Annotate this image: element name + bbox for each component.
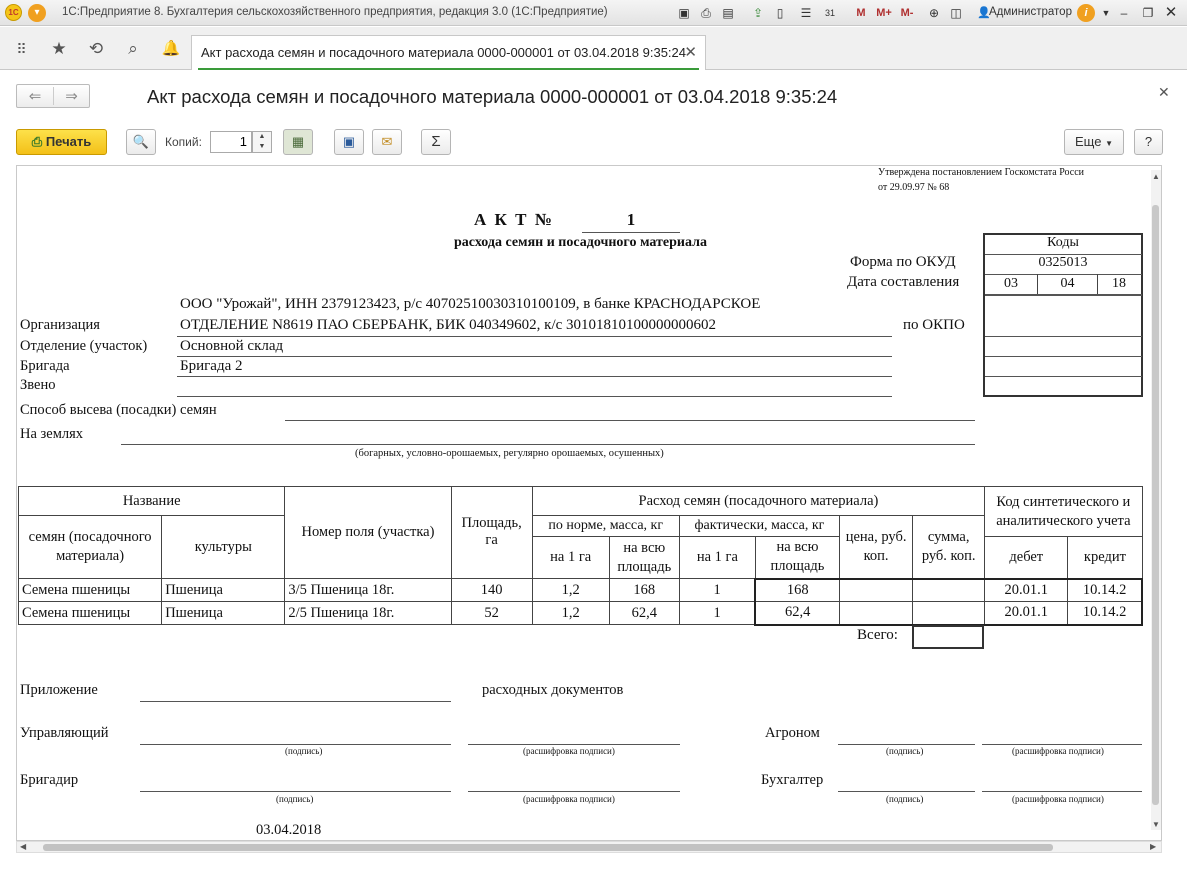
date-month: 04 (1060, 276, 1075, 291)
cell-fact-ha: 1 (679, 579, 755, 602)
copies-input[interactable]: 1 (210, 131, 252, 153)
cell-fact-ha: 1 (679, 602, 755, 625)
accountant-decode-hint: (расшифровка подписи) (1012, 794, 1104, 804)
attachment-suffix: расходных документов (482, 682, 624, 698)
foreman-label: Бригадир (20, 772, 79, 788)
table-row (19, 602, 1143, 625)
date-year: 18 (1112, 276, 1126, 291)
cell-sum (913, 602, 985, 625)
codes-header: Коды (1047, 235, 1079, 250)
agronomist-decode-hint: (расшифровка подписи) (1012, 746, 1104, 756)
info-icon[interactable]: i (1077, 4, 1095, 22)
foreman-signature-line (140, 791, 451, 792)
cell-debit: 20.01.1 (985, 579, 1068, 602)
foreman-decode-hint: (расшифровка подписи) (523, 794, 615, 804)
cell-debit: 20.01.1 (985, 602, 1068, 625)
foreman-decode-line (468, 791, 680, 792)
save-icon[interactable]: ▣ (678, 6, 690, 20)
th-field: Номер поля (участка) (285, 487, 451, 579)
window-title: 1С:Предприятие 8. Бухгалтерия сельскохозяйственного предприятия, редакция 3.0 (1С:Предприятие) (62, 6, 608, 18)
th-crop: культуры (162, 516, 285, 579)
codes-divider (985, 356, 1142, 357)
window-title-bar (0, 0, 1187, 26)
land-label: На землях (20, 426, 84, 442)
edit-table-icon: ▦ (291, 134, 305, 149)
th-consumption: Расход семян (посадочного материала) (532, 487, 985, 516)
act-label: А К Т № (474, 210, 554, 229)
1c-logo-icon[interactable]: 1С (5, 4, 22, 21)
codes-divider (985, 274, 1142, 275)
foreman-signature-hint: (подпись) (276, 794, 314, 804)
land-underline (121, 444, 975, 445)
th-actual: фактически, масса, кг (679, 516, 839, 537)
manager-signature-hint: (подпись) (285, 746, 323, 756)
more-button[interactable] (1064, 129, 1124, 155)
cell-fact-total: 168 (755, 579, 839, 602)
link-label: Звено (20, 377, 56, 393)
cell-price (840, 579, 913, 602)
land-hint: (богарных, условно-орошаемых, регулярно орошаемых, осушенных) (355, 448, 664, 459)
forward-arrow-icon[interactable]: ⇒ (53, 87, 89, 105)
nav-buttons (16, 84, 90, 108)
accountant-signature-line (838, 791, 975, 792)
th-area: Площадь, га (451, 487, 532, 579)
cell-norm-ha: 1,2 (532, 579, 609, 602)
search-icon[interactable]: ⌕ (128, 39, 138, 58)
date-label: Дата составления (847, 274, 960, 290)
dept-value: Основной склад (180, 338, 284, 354)
print-icon[interactable]: ⎙ (701, 6, 711, 20)
accountant-signature-hint: (подпись) (886, 794, 924, 804)
sowing-label: Способ высева (посадки) семян (20, 402, 217, 418)
manager-label: Управляющий (20, 725, 109, 741)
sigma-icon: Σ (431, 133, 441, 150)
th-debit: дебет (985, 537, 1068, 579)
th-price: цена, руб. коп. (840, 516, 913, 579)
brigade-value: Бригада 2 (180, 358, 243, 374)
vertical-scroll-thumb[interactable] (1152, 205, 1159, 805)
th-code: Код синтетического и аналитического учета (985, 487, 1142, 537)
vertical-scrollbar[interactable] (1151, 170, 1161, 830)
printer-icon: ⎙ (31, 134, 43, 149)
minimize-icon[interactable]: – (1120, 6, 1128, 20)
agronomist-signature-line (838, 744, 975, 745)
cell-field: 3/5 Пшеница 18г. (285, 579, 451, 602)
horizontal-scrollbar[interactable] (16, 841, 1162, 853)
save-button[interactable] (334, 129, 364, 155)
th-credit: кредит (1068, 537, 1142, 579)
edit-button[interactable] (283, 129, 313, 155)
link-underline (177, 396, 892, 397)
dept-label: Отделение (участок) (20, 338, 148, 354)
list-icon[interactable]: ☰ (800, 6, 812, 20)
cell-norm-ha: 1,2 (532, 602, 609, 625)
scroll-up-icon[interactable]: ▲ (1152, 172, 1160, 181)
cell-crop: Пшеница (162, 579, 285, 602)
history-icon[interactable]: ⟲ (88, 39, 104, 58)
memory-m-minus-button[interactable]: M- (900, 7, 914, 19)
footer-date: 03.04.2018 (256, 822, 322, 838)
approved-line-2: от 29.09.97 № 68 (878, 182, 950, 193)
memory-m-plus-button[interactable]: M+ (876, 7, 892, 19)
cell-credit: 10.14.2 (1068, 579, 1142, 602)
brigade-underline (177, 376, 892, 377)
tab-close-icon[interactable]: ✕ (684, 44, 697, 61)
close-icon[interactable]: ✕ (1164, 4, 1178, 21)
brigade-label: Бригада (20, 358, 70, 374)
act-subtitle: расхода семян и посадочного материала (454, 235, 707, 250)
chevron-down-icon: ▼ (1105, 139, 1113, 148)
help-button[interactable]: ? (1134, 129, 1163, 155)
manager-decode-hint: (расшифровка подписи) (523, 746, 615, 756)
agronomist-signature-hint: (подпись) (886, 746, 924, 756)
codes-divider (985, 376, 1142, 377)
print-button[interactable] (16, 129, 107, 155)
document-icon[interactable]: ▯ (776, 6, 784, 20)
accountant-label: Бухгалтер (761, 772, 824, 788)
cell-price (840, 602, 913, 625)
chevron-down-icon[interactable]: ▼ (1101, 8, 1111, 18)
print-button-label: Печать (45, 134, 92, 149)
cell-area: 52 (451, 602, 532, 625)
memory-m-button[interactable]: M (856, 7, 866, 19)
codes-divider (1037, 274, 1038, 294)
okud-value: 0325013 (1038, 255, 1088, 270)
sowing-underline (285, 420, 975, 421)
cell-fact-total: 62,4 (755, 602, 839, 625)
floppy-icon: ▣ (342, 134, 356, 149)
cell-seeds: Семена пшеницы (19, 602, 162, 625)
main-menu-button[interactable]: ▾ (28, 4, 46, 22)
okpo-label: по ОКПО (903, 317, 965, 333)
th-seeds: семян (посадочного материала) (19, 516, 162, 579)
scroll-left-icon[interactable]: ◀ (20, 842, 27, 851)
codes-divider (985, 294, 1142, 296)
page-title: Акт расхода семян и посадочного материала 0000-000001 от 03.04.2018 9:35:24 (147, 86, 838, 107)
manager-decode-line (468, 744, 680, 745)
cell-sum (913, 579, 985, 602)
user-name[interactable]: Администратор (989, 6, 1072, 18)
org-underline (177, 336, 892, 337)
dept-underline (177, 356, 892, 357)
preview-icon[interactable]: ▤ (722, 6, 734, 20)
back-arrow-icon[interactable]: ⇐ (28, 88, 42, 105)
notifications-bell-icon[interactable]: 🔔 (161, 40, 181, 57)
envelope-icon: ✉ (381, 134, 393, 149)
copies-spinner[interactable]: ▲ ▼ (252, 131, 272, 153)
tab-act-document[interactable] (191, 35, 706, 70)
th-norm: по норме, масса, кг (532, 516, 679, 537)
total-label: Всего: (857, 627, 898, 643)
sum-button[interactable] (421, 129, 451, 155)
codes-divider (1097, 274, 1098, 294)
th-norm-total: на всю площадь (609, 537, 679, 579)
favorites-star-icon[interactable]: ★ (51, 39, 67, 58)
th-norm-per-ha: на 1 га (532, 537, 609, 579)
th-actual-per-ha: на 1 га (679, 537, 755, 579)
restore-icon[interactable]: ❐ (1142, 6, 1154, 20)
more-button-label: Еще (1075, 134, 1102, 149)
preview-icon: 🔍 (132, 134, 150, 149)
print-form-spreadsheet[interactable] (16, 165, 1162, 841)
cell-seeds: Семена пшеницы (19, 579, 162, 602)
agronomist-label: Агроном (765, 725, 820, 741)
manager-signature-line (140, 744, 451, 745)
cell-area: 140 (451, 579, 532, 602)
horizontal-scroll-thumb[interactable] (43, 844, 1053, 851)
preview-button[interactable] (126, 129, 156, 155)
form-close-icon[interactable]: ✕ (1158, 84, 1170, 100)
copies-label: Копий: (165, 135, 202, 149)
act-number: 1 (626, 210, 636, 229)
email-button[interactable] (372, 129, 402, 155)
cell-credit: 10.14.2 (1068, 602, 1142, 625)
cell-field: 2/5 Пшеница 18г. (285, 602, 451, 625)
tab-label: Акт расхода семян и посадочного материала 0000-000001 от 03.04.2018 9:35:24 (201, 45, 687, 60)
scroll-down-icon[interactable]: ▼ (1152, 820, 1160, 829)
agronomist-decode-line (982, 744, 1142, 745)
upload-icon[interactable]: ⇪ (752, 6, 764, 20)
codes-divider (985, 336, 1142, 337)
all-functions-icon[interactable]: ⠿ (16, 41, 26, 57)
th-name: Название (19, 487, 285, 516)
approved-line-1: Утверждена постановлением Госкомстата Росси (878, 167, 1084, 178)
org-line-1: ООО "Урожай", ИНН 2379123423, р/с 40702510030310100109, в банке КРАСНОДАРСКОЕ (180, 296, 761, 312)
seeds-table (18, 486, 1143, 626)
act-number-underline (582, 232, 680, 233)
total-box (912, 625, 984, 649)
calendar-icon[interactable]: 31 (824, 8, 835, 18)
cell-norm-total: 168 (609, 579, 679, 602)
attachment-label: Приложение (20, 682, 98, 698)
th-actual-total: на всю площадь (755, 537, 839, 579)
date-day: 03 (1004, 276, 1018, 291)
panel-icon[interactable]: ◫ (950, 6, 962, 20)
cell-crop: Пшеница (162, 602, 285, 625)
th-sum: сумма, руб. коп. (913, 516, 985, 579)
active-tab-underline (198, 68, 699, 70)
user-icon: 👤 (977, 7, 991, 19)
accountant-decode-line (982, 791, 1142, 792)
org-line-2: ОТДЕЛЕНИЕ N8619 ПАО СБЕРБАНК, БИК 040349602, к/с 30101810100000000602 (180, 317, 717, 333)
scroll-right-icon[interactable]: ▶ (1150, 842, 1157, 851)
zoom-icon[interactable]: ⊕ (928, 6, 940, 20)
table-row (19, 579, 1143, 602)
attachment-underline (140, 701, 451, 702)
cell-norm-total: 62,4 (609, 602, 679, 625)
org-label: Организация (20, 317, 100, 333)
okud-label: Форма по ОКУД (850, 254, 956, 270)
